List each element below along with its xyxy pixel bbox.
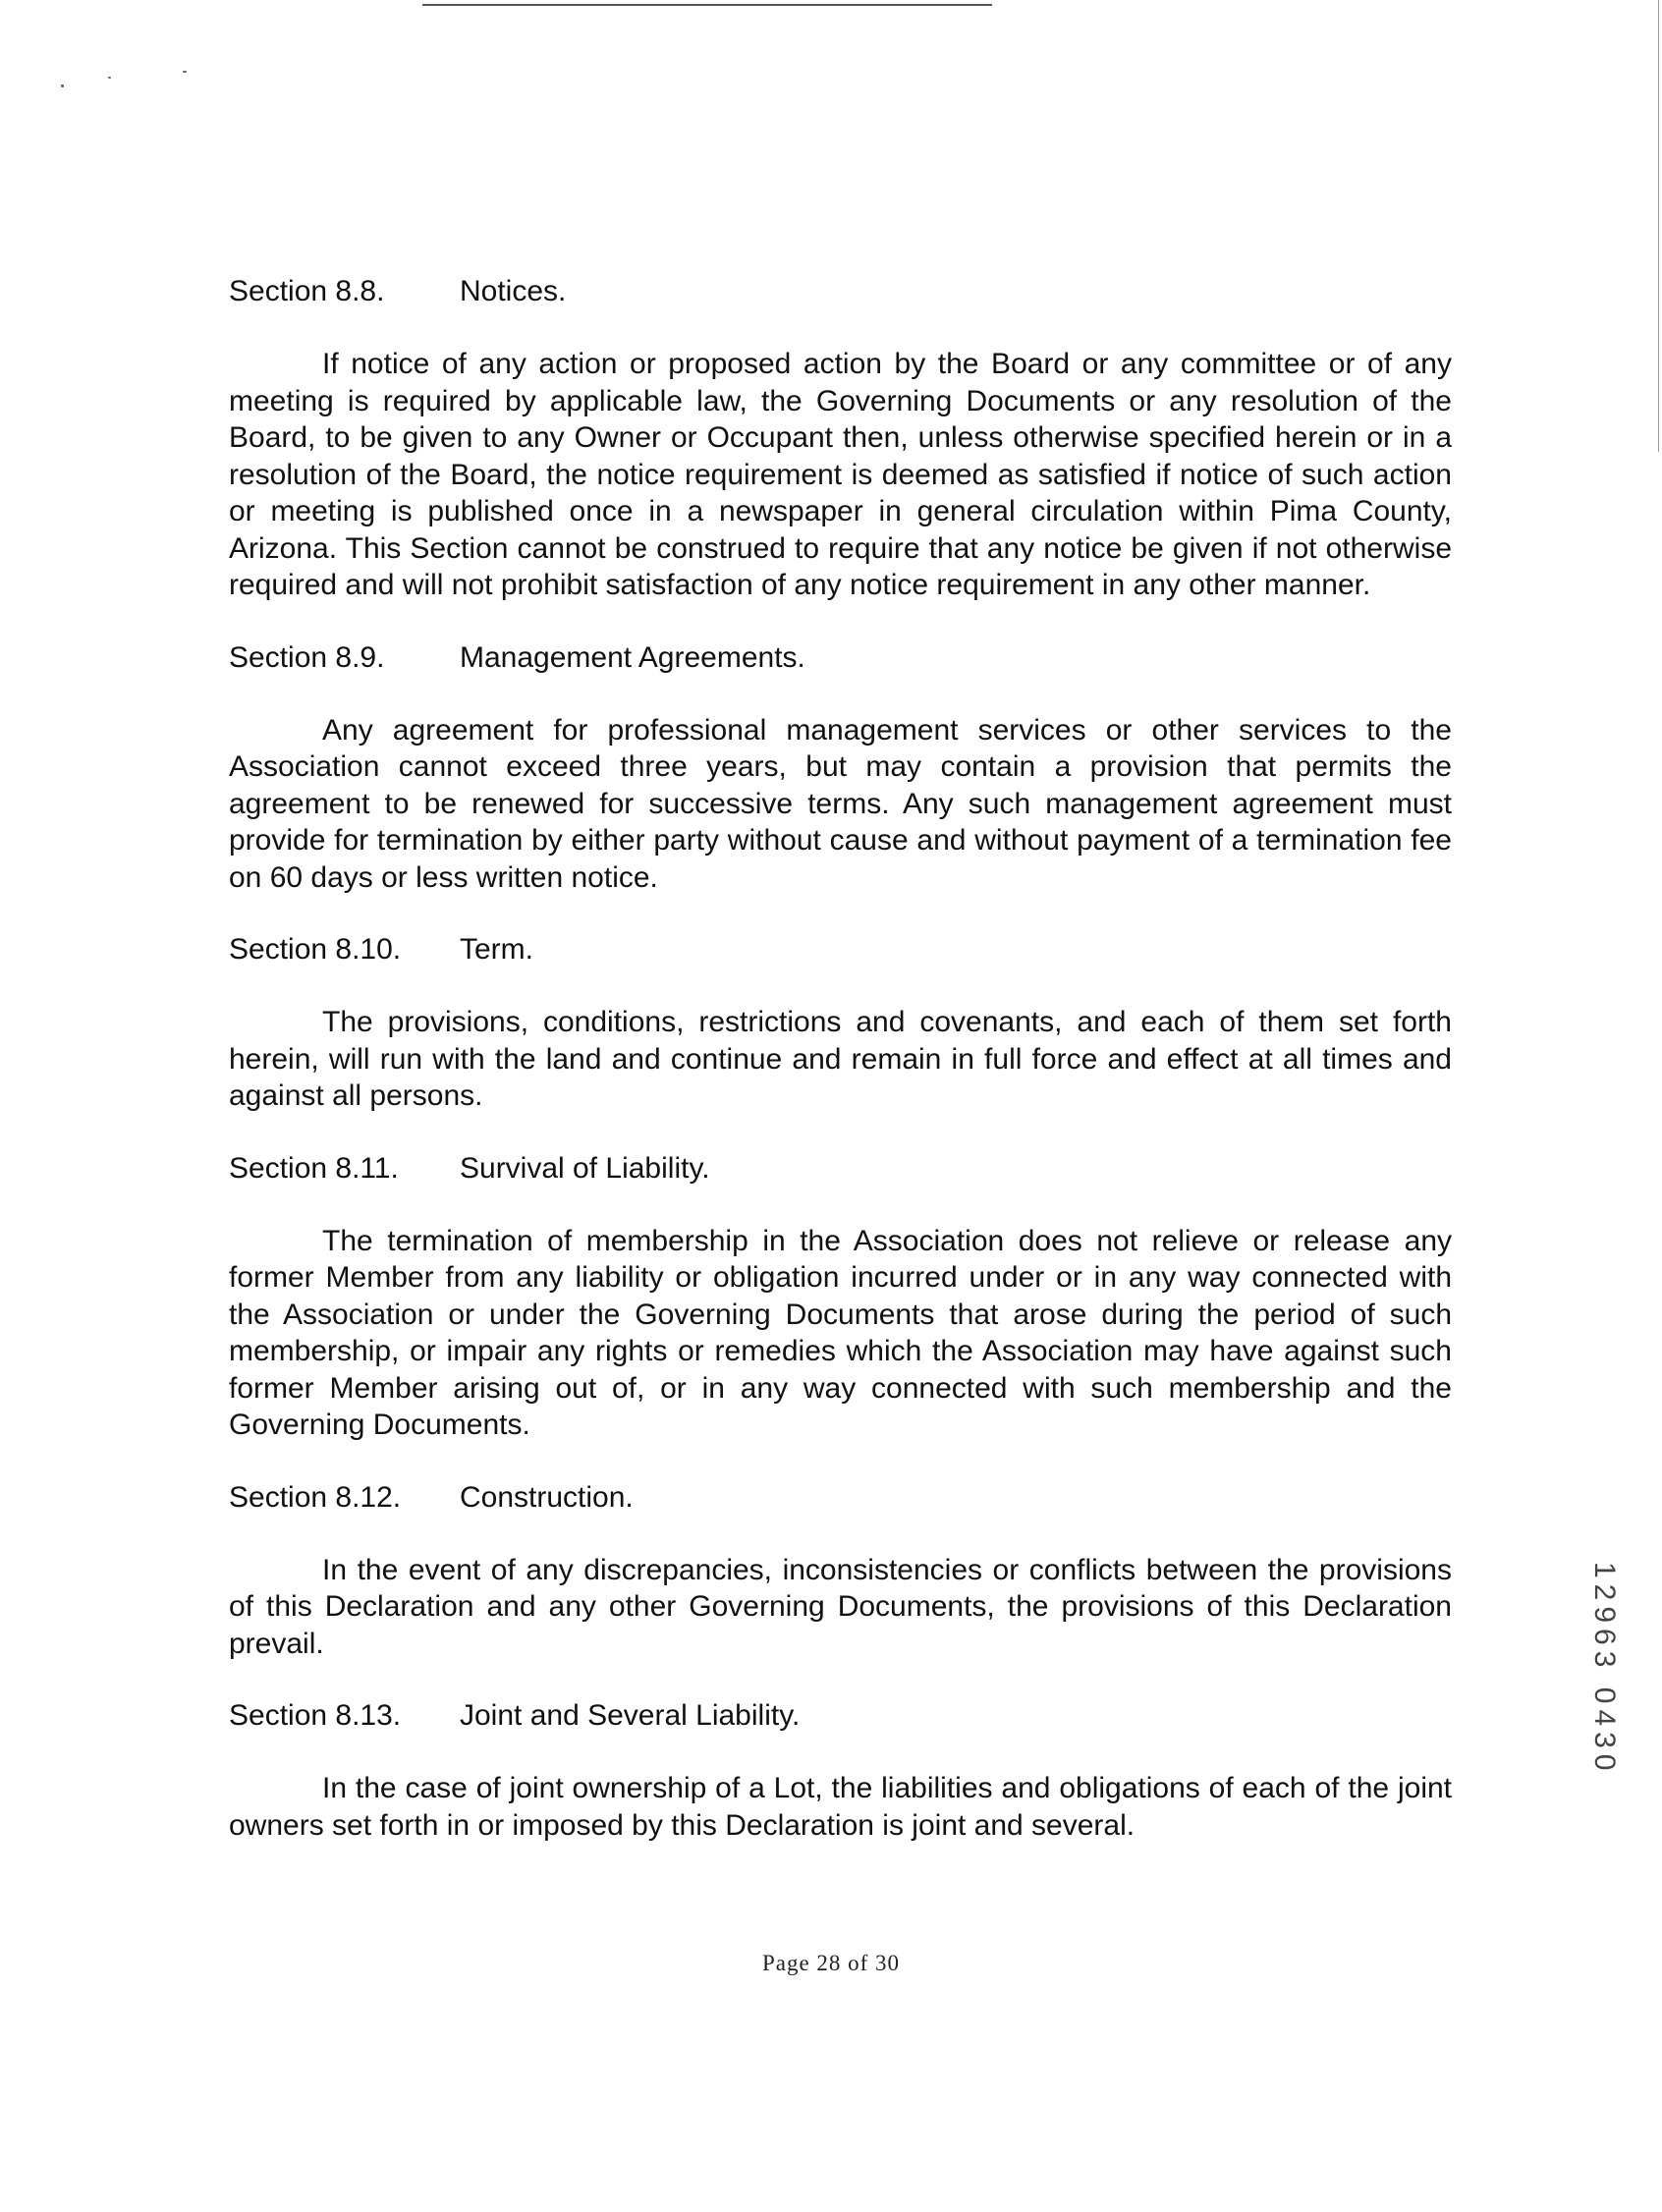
scan-artifact-top-rule	[422, 4, 992, 6]
section-paragraph: The termination of membership in the Association does not relieve or release any former Member from any liability or obligation incurred under or in any way connected with the Association or under the Governing Documents that arose during the period of such membership, or impair any rights or remedies which the Association may have against such former Member arising out of, or in any way connected with such membership and the Governing Documents.	[229, 1224, 1452, 1441]
section-heading	[229, 1150, 1452, 1188]
section-paragraph: The provisions, conditions, restrictions and covenants, and each of them set forth herein, will run with the land and continue and remain in full force and effect at all times and against all persons.	[229, 1006, 1452, 1112]
section-paragraph: Any agreement for professional management services or other services to the Association cannot exceed three years, but may contain a provision that permits the agreement to be renewed for successive terms. Any such management agreement must provide for termination by either party without cause and without payment of a termination fee on 60 days or less written notice.	[229, 713, 1452, 894]
page-footer: Page 28 of 30	[761, 1951, 901, 1975]
section-number: Section 8.10.	[229, 933, 402, 966]
scan-speck	[108, 77, 111, 79]
recording-stamp	[1589, 1562, 1629, 1817]
section-title: Joint and Several Liability.	[460, 1699, 801, 1732]
document-body	[229, 273, 1452, 1879]
section-title: Construction.	[460, 1480, 634, 1514]
section-number: Section 8.8.	[229, 275, 385, 307]
section-title: Management Agreements.	[460, 640, 805, 674]
section-paragraph: In the event of any discrepancies, inconsistencies or conflicts between the provisions of this Declaration and any other Governing Documents, the provisions of this Declaration prevail.	[229, 1553, 1452, 1660]
section-number: Section 8.9.	[229, 640, 385, 674]
section-number: Section 8.12.	[229, 1480, 402, 1514]
scan-artifact-right-edge	[1658, 0, 1659, 452]
scan-speck	[183, 71, 187, 73]
section-heading	[229, 639, 1452, 677]
section-title: Term.	[460, 933, 533, 966]
recording-stamp-text: 12963 0430	[1588, 1562, 1621, 1777]
section-heading	[229, 1479, 1452, 1517]
section-heading	[229, 1697, 1452, 1735]
section-paragraph: In the case of joint ownership of a Lot, the liabilities and obligations of each of the joint owners set forth in or imposed by this Declaration is joint and several.	[229, 1772, 1452, 1842]
scan-speck	[61, 84, 64, 87]
section-title: Notices.	[460, 275, 567, 307]
section-number: Section 8.11.	[229, 1151, 399, 1185]
section-number: Section 8.13.	[229, 1699, 402, 1732]
section-heading	[229, 273, 1452, 310]
section-paragraph: If notice of any action or proposed action by the Board or any committee or of any meeting is required by applicable law, the Governing Documents or any resolution of the Board, to be given to any Owner or Occupant then, unless otherwise specified herein or in a resolution of the Board, the notice requirement is deemed as satisfied if notice of such action or meeting is published once in a newspaper in general circulation within Pima County, Arizona. This Section cannot be construed to require that any notice be given if not otherwise required and will not prohibit satisfaction of any notice requirement in any other manner.	[229, 348, 1452, 601]
section-heading	[229, 931, 1452, 968]
section-title: Survival of Liability.	[460, 1151, 710, 1185]
